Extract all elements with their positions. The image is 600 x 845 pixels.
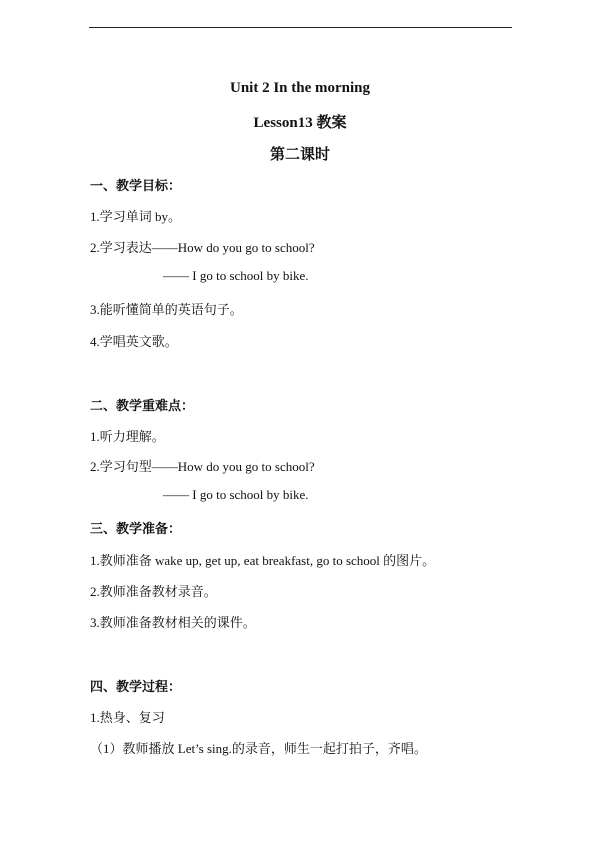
section-heading-preparation: 三、教学准备： bbox=[90, 521, 182, 536]
section-heading-process: 四、教学过程： bbox=[90, 679, 182, 694]
key-point-item: 2.学习句型——How do you go to school? bbox=[90, 459, 315, 474]
objective-item: —— I go to school by bike. bbox=[163, 268, 309, 283]
section-heading-key-points: 二、教学重难点： bbox=[90, 398, 195, 413]
key-point-item: 1.听力理解。 bbox=[90, 429, 165, 444]
lesson-subtitle: Lesson13 教案 bbox=[253, 115, 347, 131]
process-item: （1）教师播放 Let’s sing.的录音，师生一起打拍子，齐唱。 bbox=[90, 741, 427, 756]
objective-item: 2.学习表达——How do you go to school? bbox=[90, 240, 315, 255]
period-title: 第二课时 bbox=[269, 147, 330, 163]
objective-item: 4.学唱英文歌。 bbox=[90, 334, 178, 349]
preparation-item: 2.教师准备教材录音。 bbox=[90, 584, 217, 599]
section-heading-objectives: 一、教学目标： bbox=[90, 178, 182, 193]
document-title: Unit 2 In the morning bbox=[229, 80, 371, 96]
objective-item: 3.能听懂简单的英语句子。 bbox=[90, 302, 243, 317]
process-item: 1.热身、复习 bbox=[90, 710, 165, 725]
preparation-item: 3.教师准备教材相关的课件。 bbox=[90, 615, 256, 630]
key-point-item: —— I go to school by bike. bbox=[163, 487, 309, 502]
header-rule bbox=[89, 27, 512, 28]
preparation-item: 1.教师准备 wake up, get up, eat breakfast, go to school 的图片。 bbox=[90, 553, 436, 568]
objective-item: 1.学习单词 by。 bbox=[90, 209, 182, 224]
